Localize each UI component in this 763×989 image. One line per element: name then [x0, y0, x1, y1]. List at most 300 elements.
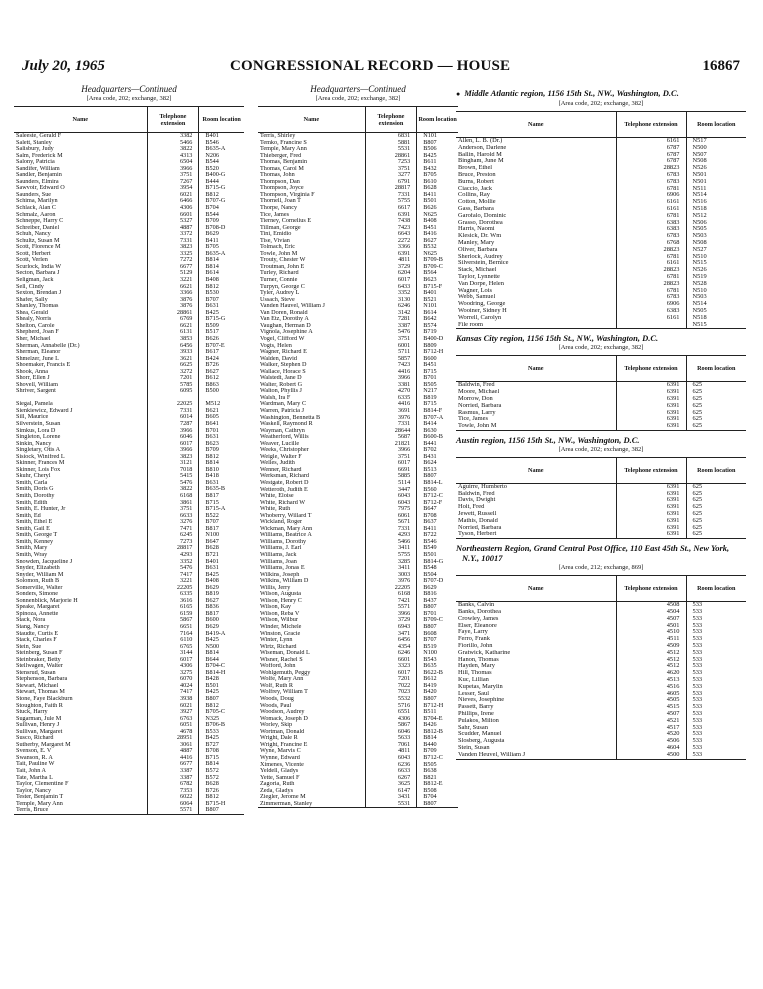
cell-name: Sienkiewicz, Edward J [16, 407, 73, 414]
region-section [456, 333, 746, 431]
cell-room: B574 [417, 323, 458, 330]
cell-room: 625 [686, 531, 746, 538]
table-row [456, 511, 746, 518]
cell-name: Williams, Jonas E [260, 565, 305, 572]
cell-room: N101 [417, 303, 458, 310]
cell-extension: 3621 [147, 356, 199, 363]
cell-room: B807 [417, 473, 458, 480]
region-heading-text: Kansas City region, 1156 15th St., NW., Washington, D.C. [456, 333, 659, 344]
cell-room: B647 [199, 539, 244, 546]
cell-name: Smith, Dorothy [16, 493, 55, 500]
cell-name: Salett, Stanley [16, 139, 52, 146]
cell-room: B444 [199, 179, 244, 186]
cell-name: Manley, Mary [458, 239, 495, 246]
cell-room: B400-D [417, 336, 458, 343]
cell-room: 533 [686, 636, 746, 643]
cell-name: Scott, Florence M [16, 244, 61, 251]
cell-room: B611 [417, 159, 458, 166]
cell-room: B807 [417, 801, 458, 808]
cell-room: B715 [199, 755, 244, 762]
cell-extension: 6070 [147, 676, 199, 683]
table-row [456, 199, 746, 206]
cell-extension: 5531 [365, 801, 417, 808]
cell-name: Wisner, Rachel S [260, 656, 303, 663]
cell-extension: 6906 [616, 192, 686, 199]
cell-name: Harris, Naomi [458, 226, 495, 233]
cell-name: Walter, Robert G [260, 381, 303, 388]
cell-room: B709-C [417, 264, 458, 271]
cell-name: Aguirre, Humberto [458, 483, 507, 490]
cell-name: Towle, John M [456, 423, 616, 430]
cell-name: Ciaccio, Jack [458, 185, 493, 192]
cell-extension: 6391 [616, 410, 686, 417]
cell-extension: 3366 [365, 244, 417, 251]
cell-room: N325 [199, 716, 244, 723]
cell-extension: 7975 [365, 506, 417, 513]
cell-room: 533 [686, 663, 746, 670]
table-row [456, 315, 746, 322]
cell-extension: 6267 [365, 775, 417, 782]
cell-name: Van Doren, Ronald [260, 309, 308, 316]
cell-extension: 3366 [147, 290, 199, 297]
cell-extension: 4604 [616, 745, 686, 752]
cell-extension: 7423 [365, 225, 417, 232]
cell-room: 625 [686, 410, 746, 417]
cell-room: B506 [417, 146, 458, 153]
region-subtitle: [Area code, 202; exchange, 382] [558, 344, 644, 352]
cell-extension: 5476 [147, 565, 199, 572]
cell-name: Kuc, Lillian [458, 677, 489, 684]
cell-name: Wenner, Richard [260, 466, 302, 473]
cell-name: Secton, Barbara J [16, 270, 60, 277]
cell-name: Pulakos, Milton [458, 717, 499, 724]
cell-room: B809 [417, 343, 458, 350]
cell-room: 533 [686, 738, 746, 745]
cell-extension: 4512 [616, 650, 686, 657]
cell-room: B629 [199, 585, 244, 592]
cell-room: B622-B [417, 670, 458, 677]
cell-room: B712-H [417, 703, 458, 710]
cell-extension: 6236 [365, 762, 417, 769]
cell-name: Winter, Lynn [260, 637, 293, 644]
table-row [456, 525, 746, 532]
cell-room: B629 [417, 585, 458, 592]
cell-room: 533 [686, 609, 746, 616]
table-row [456, 308, 746, 315]
cell-extension: 2272 [365, 238, 417, 245]
cell-name: Stellwagen, Walter [16, 663, 63, 670]
cell-name: Tyson, Herbert [456, 531, 616, 538]
th-ext: Telephone extension [616, 112, 686, 138]
cell-name: Fiorillo, John [458, 643, 493, 650]
cell-room: B704 [199, 205, 244, 212]
cell-room: B812 [199, 454, 244, 461]
table-row [456, 697, 746, 704]
cell-extension: 6769 [147, 316, 199, 323]
table-row [456, 145, 746, 152]
cell-room: B530 [199, 290, 244, 297]
cell-extension: 3275 [147, 670, 199, 677]
cell-extension: 7417 [147, 689, 199, 696]
cell-room: 625 [686, 504, 746, 511]
cell-extension: 4508 [616, 602, 686, 609]
cell-room: B505 [417, 762, 458, 769]
cell-room: B637 [417, 519, 458, 526]
cell-name: Sher, Michael [16, 335, 51, 342]
cell-extension: 5687 [365, 434, 417, 441]
cell-room: B520 [199, 166, 244, 173]
cell-extension: 3927 [147, 709, 199, 716]
cell-extension: 5885 [365, 473, 417, 480]
cell-name: Sawvoir, Edward O [16, 185, 65, 192]
cell-extension: 4509 [616, 643, 686, 650]
cell-extension: 6046 [365, 729, 417, 736]
cell-extension: 6781 [616, 186, 686, 193]
cell-room: B626 [199, 336, 244, 343]
cell-room: N503 [686, 294, 746, 301]
cell-name: Faye, Larry [458, 629, 488, 636]
cell-room: B451 [417, 362, 458, 369]
cell-extension: 3876 [147, 297, 199, 304]
cell-room: B416 [417, 231, 458, 238]
column-3 [446, 84, 754, 760]
cell-name: Scudder, Manuel [458, 731, 502, 738]
cell-room: 625 [686, 389, 746, 396]
cell-name: Thomas, Benjamin [260, 159, 308, 166]
cell-name: Rasmus, Larry [458, 409, 496, 416]
cell-extension: 4887 [147, 225, 199, 232]
cell-room: 533 [686, 731, 746, 738]
cell-name: Skuhr, Cheryl [16, 473, 51, 480]
cell-room: B709-C [417, 617, 458, 624]
cell-name: Stoughton, Faith R [16, 702, 63, 709]
cell-extension: 3382 [147, 133, 199, 140]
cell-extension: 4313 [147, 153, 199, 160]
cell-extension: 4504 [616, 609, 686, 616]
cell-name: Salisbury, Judy [16, 146, 54, 153]
cell-name: Shafer, Sally [16, 296, 48, 303]
cell-name: Allen, L. B. (Dr.) [458, 137, 503, 144]
cell-name: Terris, Shirley [260, 132, 296, 139]
page-header [22, 58, 752, 78]
cell-name: Wright, Francine E [260, 741, 308, 748]
cell-extension: 28951 [147, 735, 199, 742]
cell-room: B726 [199, 362, 244, 369]
cell-name: Sherman, Annabelle (Dr.) [16, 342, 80, 349]
table-row [456, 518, 746, 525]
cell-extension: 6017 [365, 670, 417, 677]
cell-extension: 6159 [147, 611, 199, 618]
cell-room: 625 [686, 403, 746, 410]
cell-room: 625 [686, 497, 746, 504]
cell-room: B647 [417, 506, 458, 513]
cell-name: Hayden, Mary [458, 663, 495, 670]
cell-extension: 3751 [365, 454, 417, 461]
cell-extension: 3387 [147, 768, 199, 775]
th-name: Name [456, 457, 616, 483]
cell-room: 533 [686, 670, 746, 677]
cell-extension: 6391 [616, 491, 686, 498]
cell-name: Tise, Vivian [260, 237, 290, 244]
cell-room: 533 [686, 691, 746, 698]
cell-room: B707 [417, 637, 458, 644]
cell-name: Walsh, Ira F [260, 394, 291, 401]
cell-extension: 6022 [147, 794, 199, 801]
cell-extension: 6621 [147, 323, 199, 330]
cell-name: Smith, Carla [16, 479, 48, 486]
cell-name: Morrow, Don [458, 395, 493, 402]
cell-name: Trouty, Chester W [260, 257, 306, 264]
cell-name: Wooiner, Sidney H [458, 307, 507, 314]
cell-room: 533 [686, 704, 746, 711]
cell-room: B411 [417, 526, 458, 533]
cell-room: N505 [686, 226, 746, 233]
cell-name: Wyne, Marvis C [260, 748, 301, 755]
cell-extension: 6643 [365, 231, 417, 238]
cell-extension: 3751 [365, 336, 417, 343]
cell-name: Schreiber, Daniel [16, 224, 60, 231]
cell-extension: 28644 [365, 428, 417, 435]
cell-room: B425 [417, 153, 458, 160]
cell-extension: 4506 [616, 738, 686, 745]
table-row [456, 301, 746, 308]
cell-extension: 6161 [616, 206, 686, 213]
table-row [456, 165, 746, 172]
cell-name: Cotton, Mollie [458, 199, 496, 206]
cell-room: 533 [686, 643, 746, 650]
cell-name: Stang, Nancy [16, 623, 50, 630]
cell-room: B513 [417, 467, 458, 474]
cell-extension: 6168 [365, 591, 417, 598]
cell-name: Shook, Anna [16, 368, 48, 375]
cell-extension: 4507 [616, 711, 686, 718]
cell-extension: 6781 [616, 274, 686, 281]
cell-extension: 4306 [147, 663, 199, 670]
table-row [456, 247, 746, 254]
cell-room: B425 [199, 310, 244, 317]
cell-name: Seligman, Jack [16, 277, 54, 284]
cell-room: B564 [417, 270, 458, 277]
th-name: Name [456, 576, 616, 602]
cell-name: Somerville, Walter [16, 584, 63, 591]
cell-extension: 5327 [147, 218, 199, 225]
cell-extension: 6064 [147, 801, 199, 808]
cell-extension: 3471 [365, 631, 417, 638]
th-room: Room location [686, 356, 746, 382]
cell-name: Wagner, Lois [458, 287, 493, 294]
cell-extension: 4293 [365, 532, 417, 539]
cell-name: Turner, Connie [260, 277, 298, 284]
cell-name: Smith, Mary [16, 545, 48, 552]
cell-extension: 6601 [147, 212, 199, 219]
cell-extension: 6383 [616, 308, 686, 315]
cell-extension: 28823 [616, 165, 686, 172]
cell-name: Schima, Marilyn [16, 198, 58, 205]
cell-name: Smith, Edith [16, 499, 48, 506]
cell-room: B572 [199, 775, 244, 782]
cell-extension: 4520 [616, 731, 686, 738]
cell-room: B629 [199, 231, 244, 238]
cell-name: Sugarman, Jule M [16, 715, 62, 722]
cell-room: B424 [199, 356, 244, 363]
cell-room: B532 [417, 244, 458, 251]
cell-name: Kupetas, Marylin [458, 683, 503, 690]
cell-name: Thomas, John [260, 172, 295, 179]
cell-extension: 6617 [365, 205, 417, 212]
cell-name: Shepherd, Joan F [16, 329, 59, 336]
directory-table [456, 575, 746, 759]
table-row [456, 684, 746, 691]
cell-room: N206 [199, 153, 244, 160]
cell-name: Stack, Charles F [16, 637, 57, 644]
cell-name: Van Dorpe, Helen [458, 280, 504, 287]
cell-room: N500 [199, 644, 244, 651]
cell-name: White, Richard W [260, 499, 306, 506]
directory-table [456, 457, 746, 539]
cell-name: Norried, Barbara [458, 524, 502, 531]
cell-room: 533 [686, 623, 746, 630]
cell-name: Zimmerman, Stanley [258, 801, 365, 808]
cell-room: B707-E [199, 343, 244, 350]
cell-extension: 3966 [365, 447, 417, 454]
cell-extension: 6763 [147, 716, 199, 723]
cell-name: Ferro, Frank [458, 636, 490, 643]
cell-room: 533 [686, 657, 746, 664]
cell-room: B425 [199, 689, 244, 696]
cell-name: Shovell, William [16, 381, 58, 388]
cell-extension: 7331 [365, 192, 417, 199]
column-1 [14, 84, 244, 815]
cell-room: B419 [417, 683, 458, 690]
cell-name: Sonders, Simone [16, 591, 58, 598]
cell-name: Waskell, Raymond R [260, 421, 313, 428]
cell-name: Banks, Dorothea [458, 609, 501, 616]
cell-extension: 6391 [616, 504, 686, 511]
cell-room: B627 [417, 238, 458, 245]
table-row [456, 254, 746, 261]
cell-name: Smith, Wray [16, 551, 48, 558]
table-row [456, 138, 746, 145]
table-row [456, 152, 746, 159]
cell-name: Westgate, Robert D [260, 479, 309, 486]
cell-name: Zagoria, Ruth [260, 781, 295, 788]
cell-room: B560 [417, 487, 458, 494]
cell-name: Stephenson, Barbara [16, 676, 68, 683]
cell-extension: 6783 [616, 294, 686, 301]
cell-room: B411 [199, 238, 244, 245]
cell-extension: 7423 [365, 362, 417, 369]
th-room: Room location [686, 112, 746, 138]
cell-name: Wright, Dale R [260, 735, 298, 742]
cell-room: B705-C [199, 709, 244, 716]
cell-name: Wynne, Edward [260, 754, 300, 761]
cell-name: Speake, Margaret [16, 604, 60, 611]
cell-name: Wohlgemuth, Peggy [260, 669, 311, 676]
cell-room: 625 [686, 396, 746, 403]
cell-room: B628 [417, 185, 458, 192]
cell-name: Wilson, Henry C [260, 597, 302, 604]
cell-extension: 7471 [147, 526, 199, 533]
cell-room: B437 [417, 598, 458, 605]
cell-extension: 21821 [365, 441, 417, 448]
cell-name: Taylor, Lynnette [458, 273, 500, 280]
cell-extension: 6017 [147, 441, 199, 448]
cell-name: Wilkins, William D [260, 578, 309, 585]
cell-extension: 4501 [616, 623, 686, 630]
cell-extension: 3966 [147, 447, 199, 454]
cell-extension: 22205 [365, 585, 417, 592]
th-room: Room location [417, 107, 458, 133]
cell-name: Vanden Hauvel, William J [260, 303, 325, 310]
cell-extension: 5571 [147, 807, 199, 814]
cell-room: B863 [199, 382, 244, 389]
cell-name: Thomas, Carol M [260, 165, 304, 172]
cell-name: Oliver, Barbara [458, 246, 498, 253]
cell-room: B812-E [417, 781, 458, 788]
table-row [456, 636, 746, 643]
cell-room: B501 [417, 198, 458, 205]
cell-extension: 6391 [616, 511, 686, 518]
cell-name: Wilkins, Joseph [260, 571, 300, 578]
cell-name: Tate, Martha L [16, 774, 53, 781]
cell-room: N518 [686, 315, 746, 322]
th-ext: Telephone extension [616, 356, 686, 382]
cell-room: B408 [417, 218, 458, 225]
cell-extension: 6017 [147, 657, 199, 664]
cell-extension: 28861 [365, 153, 417, 160]
cell-room: B635-A [199, 146, 244, 153]
cell-name: Passett, Barry [458, 704, 494, 711]
cell-room: B614 [199, 270, 244, 277]
cell-room: M512 [199, 401, 244, 408]
cell-room: B610 [417, 179, 458, 186]
cell-name: Smith, E. Hunter, Jr [16, 506, 66, 513]
cell-name: Sullivan, Margaret [16, 728, 63, 735]
cell-extension: 5532 [365, 696, 417, 703]
cell-extension: 4512 [616, 657, 686, 664]
cell-extension: 3130 [365, 297, 417, 304]
cell-extension: 5466 [365, 539, 417, 546]
region-heading [456, 543, 746, 563]
cell-extension: 4416 [365, 401, 417, 408]
cell-extension: 6466 [147, 198, 199, 205]
cell-extension: 4024 [147, 683, 199, 690]
cell-name: Schuh, Nancy [16, 231, 51, 238]
cell-name: Klesick, Dr. Wm [458, 233, 502, 240]
cell-room: B821 [417, 775, 458, 782]
cell-room: B617 [199, 349, 244, 356]
cell-room: B727 [199, 742, 244, 749]
table-row [456, 213, 746, 220]
cell-room: B420 [417, 689, 458, 696]
cell-room: B521 [417, 297, 458, 304]
cell-name: Weeks, Christopher [260, 447, 309, 454]
cell-extension: 3431 [365, 794, 417, 801]
cell-room: B708-D [199, 225, 244, 232]
cell-name: Shoemaker, Francis E [16, 362, 71, 369]
cell-extension: 3387 [147, 775, 199, 782]
cell-room: B812 [199, 794, 244, 801]
cell-name: Smith, Kenney [16, 538, 54, 545]
cell-room: B715 [199, 500, 244, 507]
cell-extension: 6204 [365, 270, 417, 277]
cell-name: Jewett, Russell [458, 511, 497, 518]
cell-room: B715 [417, 401, 458, 408]
table-row [456, 731, 746, 738]
cell-extension: 22025 [147, 401, 199, 408]
cell-extension: 6906 [616, 301, 686, 308]
cell-extension: 3352 [365, 290, 417, 297]
